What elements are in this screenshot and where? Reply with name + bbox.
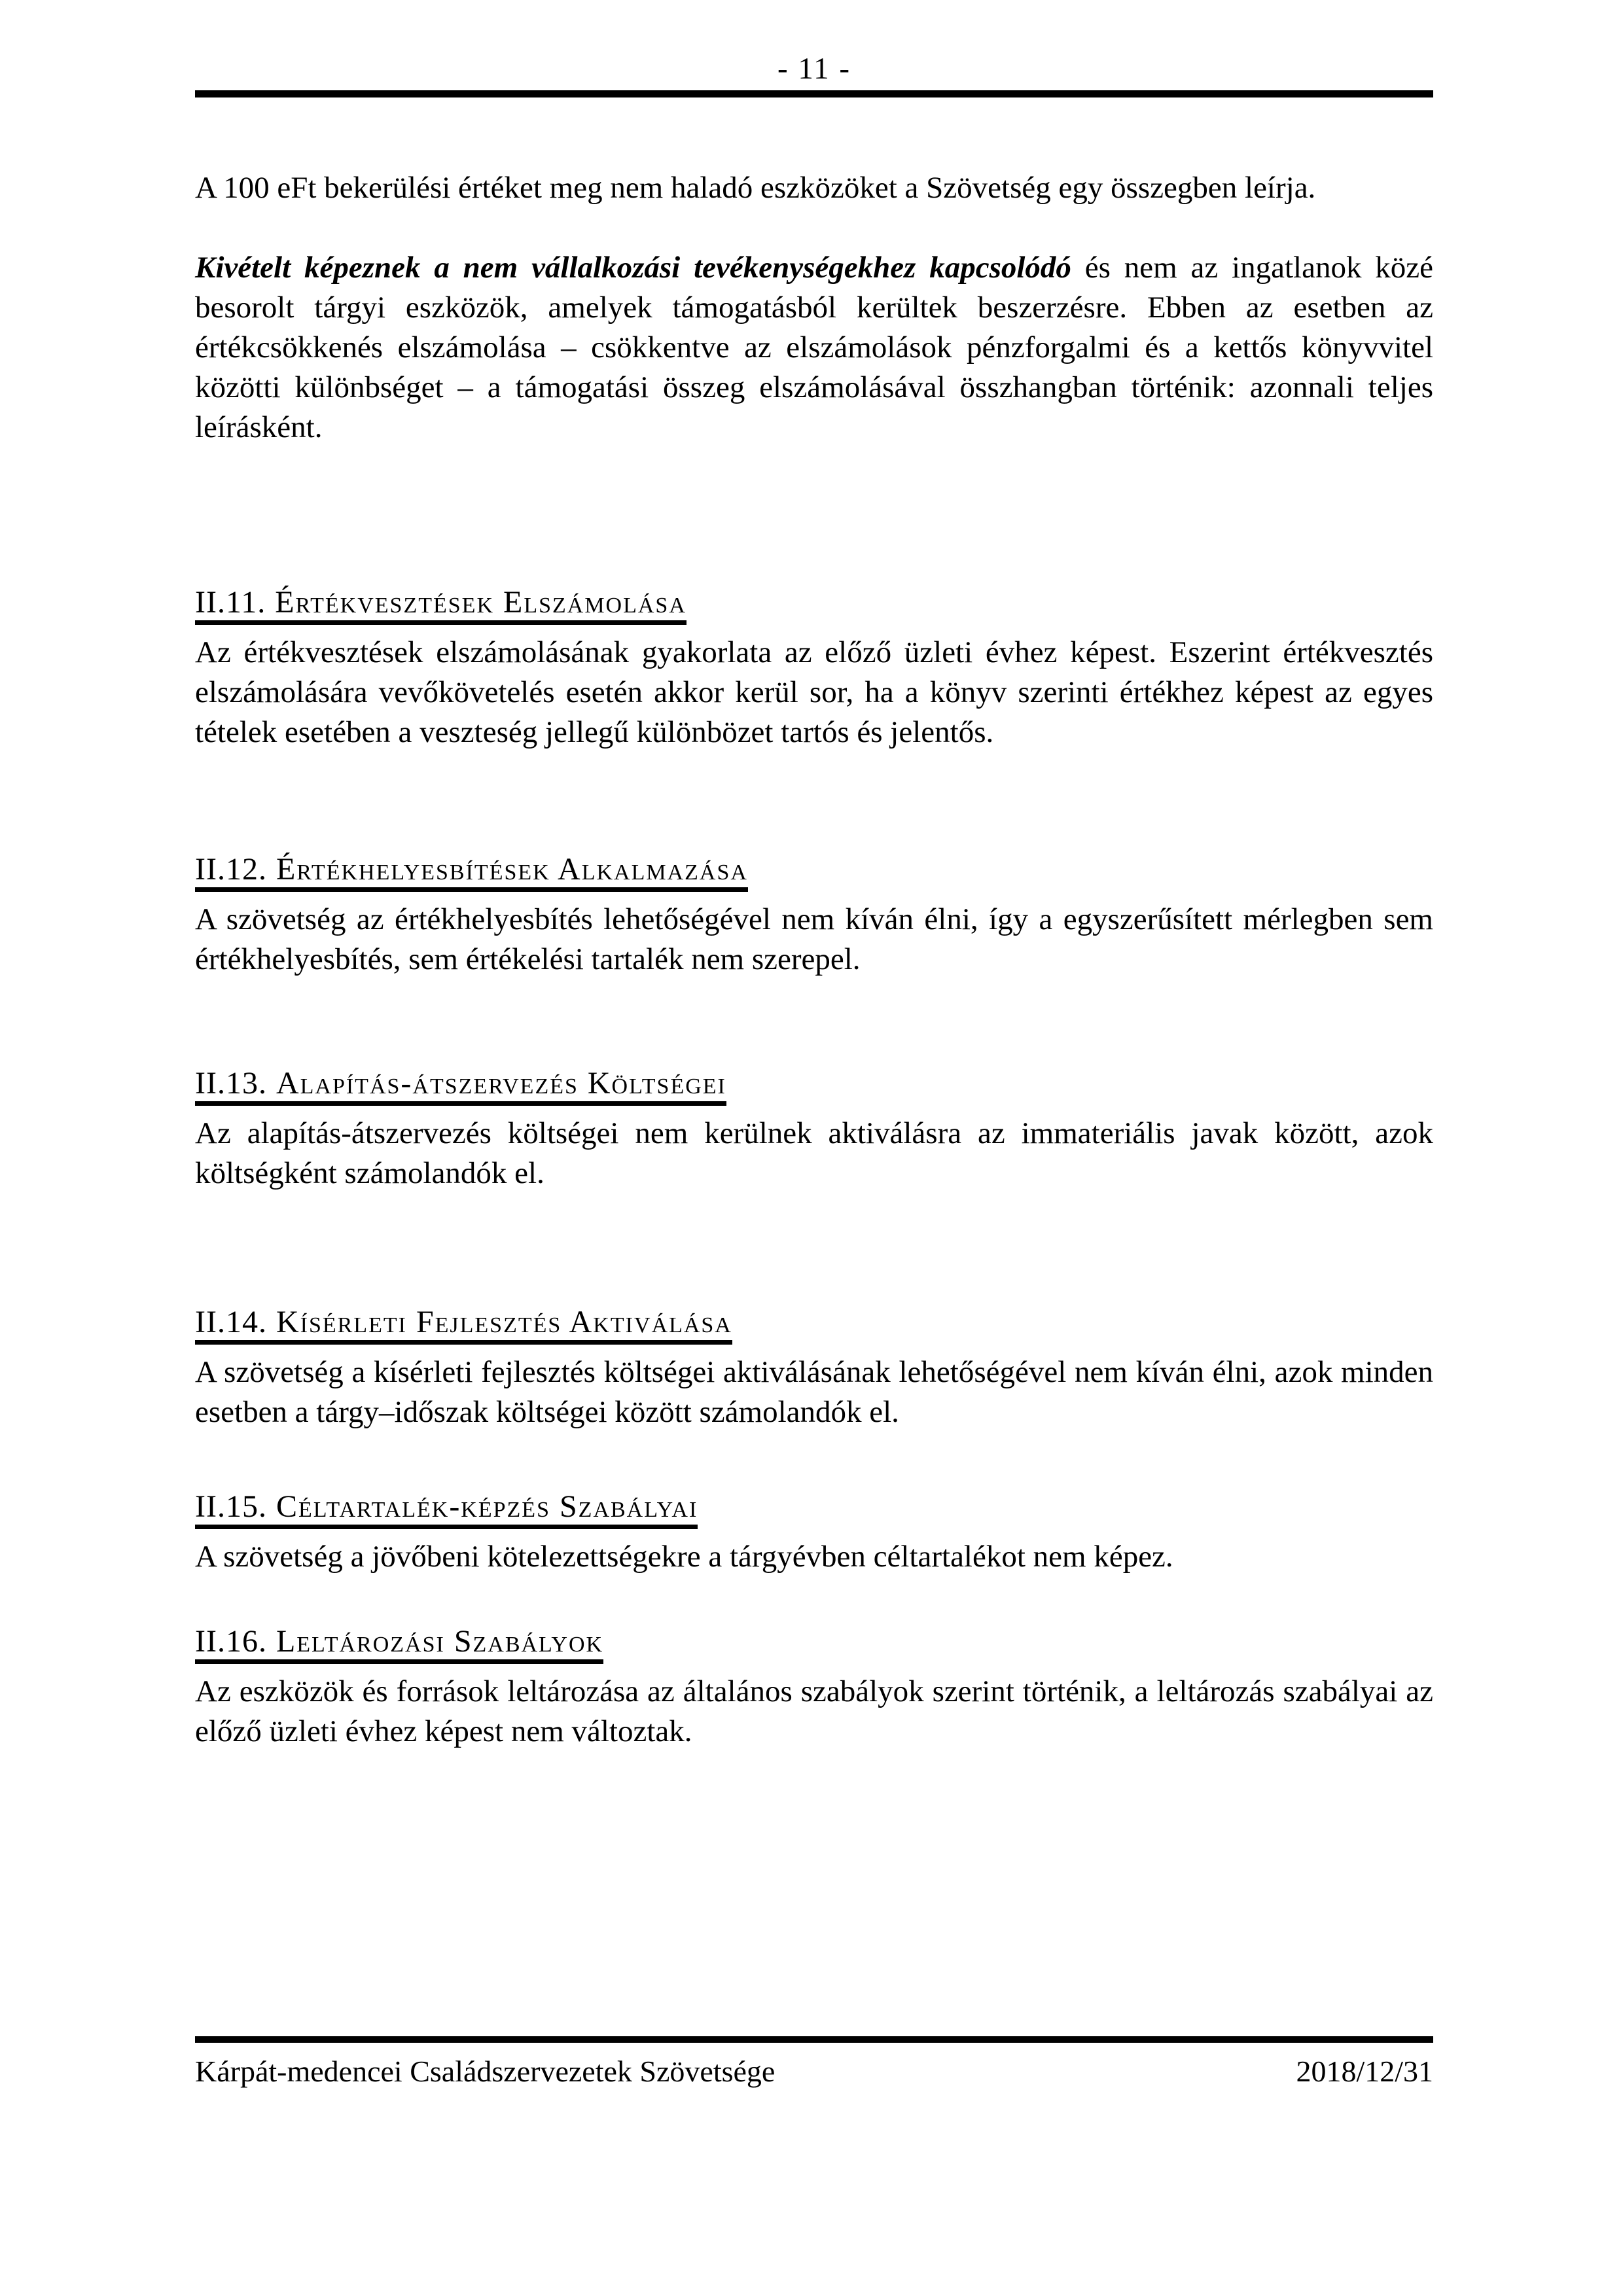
- header-rule: [195, 90, 1433, 97]
- section-body: Az értékvesztések elszámolásának gyakorlata az előző üzleti évhez képest. Eszerint értékvesztés elszámolására vevőkövetelés esetén akkor kerül sor, ha a könyv szerinti értékhez képest az egyes tételek esetében a veszteség jellegű különbözet tartós és jelentős.: [195, 635, 1433, 749]
- section-body: A szövetség a jövőbeni kötelezettségekre a tárgyévben céltartalékot nem képez.: [195, 1540, 1173, 1574]
- section-body: A szövetség az értékhelyesbítés lehetőségével nem kíván élni, így a egyszerűsített mérlegben sem értékhelyesbítés, sem értékelési tartalék nem szerepel.: [195, 902, 1433, 976]
- paragraph-exception: [195, 248, 1433, 448]
- section-heading: [195, 1065, 1433, 1106]
- section-body: Az alapítás-átszervezés költségei nem kerülnek aktiválásra az immateriális javak között, azok költségként számolandók el.: [195, 1116, 1433, 1190]
- section-ii-13: [195, 1065, 1433, 1193]
- section-number: II.11.: [195, 585, 266, 620]
- paragraph-exception-rest: és nem az ingatlanok közé besorolt tárgyi eszközök, amelyek támogatásból kerültek beszerzésre. Ebben az esetben az értékcsökkenés elszámolása – csökkentve az elszámolások pénzforgalmi és a kettős könyvvitel közötti különbséget – a támogatási összeg elszámolásával összhangban történik: azonnali teljes leírásként.: [195, 251, 1433, 444]
- section-heading: [195, 851, 1433, 892]
- section-ii-16: [195, 1623, 1433, 1752]
- section-number: II.12.: [195, 852, 267, 887]
- section-heading: [195, 1488, 1433, 1529]
- section-heading: [195, 1303, 1433, 1345]
- section-heading: [195, 584, 1433, 625]
- paragraph-exception-lead: Kivételt képeznek a nem vállalkozási tevékenységekhez kapcsolódó: [195, 251, 1071, 285]
- section-ii-14: [195, 1303, 1433, 1432]
- section-title: Kísérleti Fejlesztés Aktiválása: [276, 1305, 732, 1339]
- section-body: A szövetség a kísérleti fejlesztés költségei aktiválásának lehetőségével nem kíván élni, azok minden esetben a tárgy–időszak költségei között számolandók el.: [195, 1355, 1433, 1429]
- section-number: II.13.: [195, 1066, 267, 1101]
- paragraph-writeoff: A 100 eFt bekerülési értéket meg nem haladó eszközöket a Szövetség egy összegben leírja.: [195, 171, 1316, 205]
- document-page: [195, 0, 1433, 1752]
- section-body: Az eszközök és források leltározása az általános szabályok szerint történik, a leltározás szabályai az előző üzleti évhez képest nem változtak.: [195, 1674, 1433, 1748]
- section-ii-11: [195, 584, 1433, 752]
- section-number: II.14.: [195, 1305, 267, 1339]
- section-number: II.16.: [195, 1624, 267, 1659]
- section-title: Alapítás-átszervezés Költségei: [276, 1066, 726, 1101]
- page-number: - 11 -: [777, 52, 851, 86]
- footer-organization: Kárpát-medencei Családszervezetek Szövetsége: [195, 2055, 776, 2088]
- section-title: Értékvesztések Elszámolása: [275, 585, 687, 620]
- section-title: Céltartalék-képzés Szabályai: [276, 1489, 698, 1524]
- section-ii-12: [195, 851, 1433, 980]
- section-ii-15: [195, 1488, 1433, 1577]
- section-number: II.15.: [195, 1489, 267, 1524]
- section-title: Értékhelyesbítések Alkalmazása: [276, 852, 748, 887]
- page-footer: [195, 2036, 1433, 2090]
- footer-rule: [195, 2036, 1433, 2043]
- section-heading: [195, 1623, 1433, 1664]
- footer-date: 2018/12/31: [1296, 2055, 1433, 2088]
- section-title: Leltározási Szabályok: [276, 1624, 604, 1659]
